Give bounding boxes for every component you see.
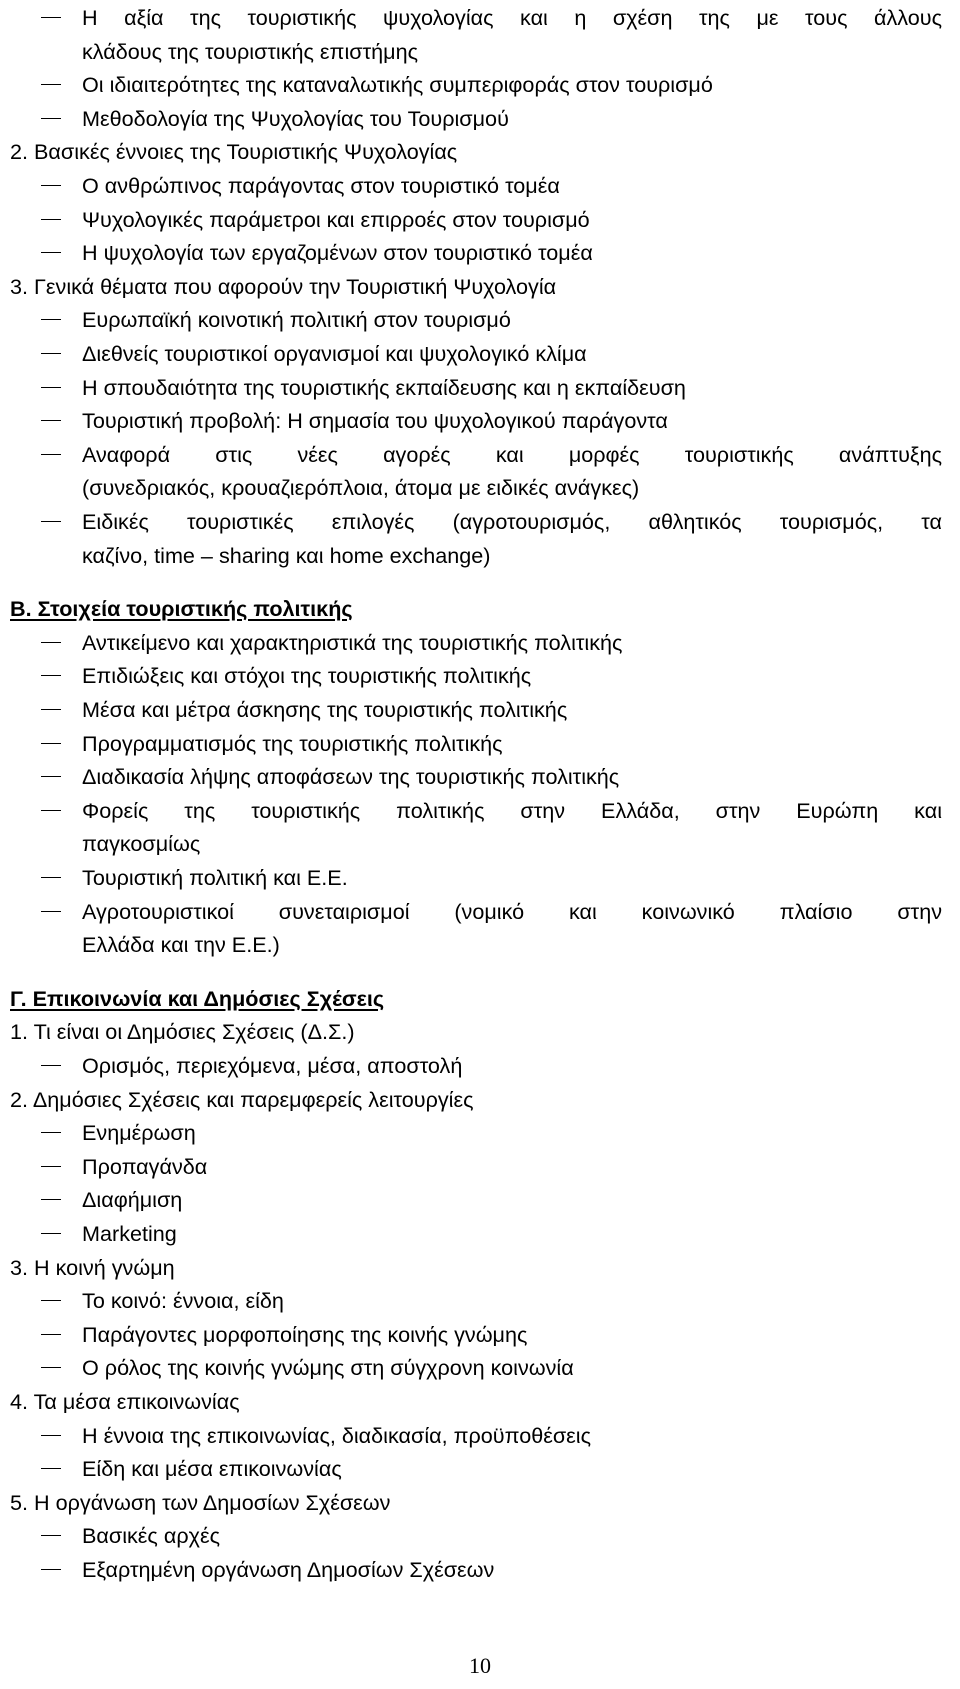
list-item-text: Διαδικασία λήψης αποφάσεων της τουριστικής πολιτικής xyxy=(82,764,620,790)
numbered-subheading xyxy=(0,1015,960,1048)
list-item-text: Φορείς της τουριστικής πολιτικής στην Ελλάδα, στην Ευρώπη και xyxy=(82,797,942,823)
numbered-subheading-text: 4. Τα μέσα επικοινωνίας xyxy=(10,1389,240,1414)
dash-bullet-icon xyxy=(41,118,61,119)
dash-bullet-icon xyxy=(41,743,61,744)
list-item xyxy=(0,1183,960,1216)
page-number: 10 xyxy=(469,1653,491,1678)
list-item xyxy=(0,169,960,202)
list-item-text: Ειδικές τουριστικές επιλογές (αγροτουρισμός, αθλητικός τουρισμός, τα xyxy=(82,509,942,534)
list-item xyxy=(0,303,960,336)
dash-bullet-icon xyxy=(41,1435,61,1436)
list-item xyxy=(0,236,960,269)
list-item-text: Τουριστική προβολή: Η σημασία του ψυχολογικού παράγοντα xyxy=(82,408,668,434)
list-item-continuation xyxy=(0,35,960,68)
list-item xyxy=(0,693,960,726)
dash-bullet-icon xyxy=(41,810,61,811)
list-item-text: Βασικές αρχές xyxy=(82,1523,220,1549)
list-item xyxy=(0,760,960,793)
list-item-text: Ελλάδα και την Ε.Ε.) xyxy=(82,932,280,958)
list-item xyxy=(0,1519,960,1552)
dash-bullet-icon xyxy=(41,1065,61,1066)
list-item-text: Οι ιδιαιτερότητες της καταναλωτικής συμπεριφοράς στον τουρισμό xyxy=(82,72,713,98)
dash-bullet-icon xyxy=(41,185,61,186)
list-item xyxy=(0,438,960,471)
dash-bullet-icon xyxy=(41,219,61,220)
numbered-subheading-text: 5. Η οργάνωση των Δημοσίων Σχέσεων xyxy=(10,1489,391,1515)
list-item-continuation xyxy=(0,928,960,961)
list-item-text: Η αξία της τουριστικής ψυχολογίας και η σχέση της με τους άλλους xyxy=(82,5,942,30)
list-item xyxy=(0,1150,960,1183)
numbered-subheading xyxy=(0,1083,960,1116)
list-item xyxy=(0,1284,960,1317)
section-heading xyxy=(0,982,960,1015)
section-heading-text: Γ. Επικοινωνία και Δημόσιες Σχέσεις xyxy=(10,985,385,1011)
list-item xyxy=(0,659,960,692)
numbered-subheading-text: 2. Βασικές έννοιες της Τουριστικής Ψυχολογίας xyxy=(10,139,458,165)
dash-bullet-icon xyxy=(41,17,61,18)
list-item-text: παγκοσμίως xyxy=(82,831,201,857)
list-item-text: Παράγοντες μορφοποίησης της κοινής γνώμης xyxy=(82,1321,528,1347)
dash-bullet-icon xyxy=(41,252,61,253)
list-item xyxy=(0,626,960,659)
list-item-text: Marketing xyxy=(82,1221,177,1246)
dash-bullet-icon xyxy=(41,420,61,421)
list-item-text: Ο ανθρώπινος παράγοντας στον τουριστικό τομέα xyxy=(82,173,560,198)
numbered-subheading xyxy=(0,270,960,303)
numbered-subheading xyxy=(0,1251,960,1284)
numbered-subheading xyxy=(0,135,960,168)
list-item-text: Τουριστική πολιτική και Ε.Ε. xyxy=(82,865,348,890)
list-item xyxy=(0,1419,960,1452)
list-item xyxy=(0,1,960,34)
list-item-text: Ψυχολογικές παράμετροι και επιρροές στον τουρισμό xyxy=(82,206,590,232)
list-item xyxy=(0,1318,960,1351)
list-item xyxy=(0,861,960,894)
list-item xyxy=(0,505,960,538)
list-item-text: Η ψυχολογία των εργαζομένων στον τουριστικό τομέα xyxy=(82,240,593,266)
list-item-text: Αντικείμενο και χαρακτηριστικά της τουριστικής πολιτικής xyxy=(82,629,623,655)
list-item xyxy=(0,895,960,928)
list-item-continuation xyxy=(0,827,960,860)
list-item-text: Μεθοδολογία της Ψυχολογίας του Τουρισμού xyxy=(82,105,509,131)
list-item xyxy=(0,337,960,370)
list-item-text: Διαφήμιση xyxy=(82,1187,183,1213)
list-item-text: Η σπουδαιότητα της τουριστικής εκπαίδευσης και η εκπαίδευση xyxy=(82,374,686,400)
numbered-subheading-text: 1. Τι είναι οι Δημόσιες Σχέσεις (Δ.Σ.) xyxy=(10,1019,355,1045)
list-item-text: Ορισμός, περιεχόμενα, μέσα, αποστολή xyxy=(82,1053,463,1078)
list-item xyxy=(0,404,960,437)
list-item-text: Ενημέρωση xyxy=(82,1120,196,1146)
dash-bullet-icon xyxy=(41,776,61,777)
list-item-text: Ευρωπαϊκή κοινοτική πολιτική στον τουρισμό xyxy=(82,307,511,333)
list-item xyxy=(0,794,960,827)
list-item-continuation xyxy=(0,539,960,572)
list-item-text: Διεθνείς τουριστικοί οργανισμοί και ψυχολογικό κλίμα xyxy=(82,341,587,366)
dash-bullet-icon xyxy=(41,1166,61,1167)
numbered-subheading-text: 3. Γενικά θέματα που αφορούν την Τουριστική Ψυχολογία xyxy=(10,273,557,299)
dash-bullet-icon xyxy=(41,877,61,878)
list-item xyxy=(0,1217,960,1250)
numbered-subheading xyxy=(0,1385,960,1418)
dash-bullet-icon xyxy=(41,1300,61,1301)
list-item-text: Προγραμματισμός της τουριστικής πολιτικής xyxy=(82,730,503,756)
dash-bullet-icon xyxy=(41,1468,61,1469)
list-item-text: Αγροτουριστικοί συνεταιρισμοί (νομικό και κοινωνικό πλαίσιο στην xyxy=(82,898,942,924)
list-item-text: Η έννοια της επικοινωνίας, διαδικασία, προϋποθέσεις xyxy=(82,1422,591,1448)
list-item xyxy=(0,1116,960,1149)
list-item xyxy=(0,1553,960,1586)
dash-bullet-icon xyxy=(41,387,61,388)
list-item xyxy=(0,203,960,236)
dash-bullet-icon xyxy=(41,1367,61,1368)
dash-bullet-icon xyxy=(41,84,61,85)
list-item-text: Μέσα και μέτρα άσκησης της τουριστικής πολιτικής xyxy=(82,697,568,722)
dash-bullet-icon xyxy=(41,675,61,676)
list-item-text: Επιδιώξεις και στόχοι της τουριστικής πολιτικής xyxy=(82,663,532,689)
dash-bullet-icon xyxy=(41,319,61,320)
list-item-text: Το κοινό: έννοια, είδη xyxy=(82,1288,284,1314)
dash-bullet-icon xyxy=(41,1334,61,1335)
dash-bullet-icon xyxy=(41,1132,61,1133)
dash-bullet-icon xyxy=(41,1535,61,1536)
list-item-text: Προπαγάνδα xyxy=(82,1153,208,1179)
dash-bullet-icon xyxy=(41,521,61,522)
numbered-subheading-text: 3. Η κοινή γνώμη xyxy=(10,1254,175,1280)
list-item-text: καζίνο, time – sharing και home exchange) xyxy=(82,542,491,568)
list-item xyxy=(0,102,960,135)
list-item-continuation xyxy=(0,471,960,504)
list-item xyxy=(0,68,960,101)
list-item-text: Είδη και μέσα επικοινωνίας xyxy=(82,1456,342,1482)
dash-bullet-icon xyxy=(41,709,61,710)
list-item-text: Ο ρόλος της κοινής γνώμης στη σύγχρονη κοινωνία xyxy=(82,1355,574,1381)
numbered-subheading xyxy=(0,1486,960,1519)
list-item xyxy=(0,1049,960,1082)
list-item-text: Εξαρτημένη οργάνωση Δημοσίων Σχέσεων xyxy=(82,1557,495,1582)
section-heading-text: Β. Στοιχεία τουριστικής πολιτικής xyxy=(10,596,353,622)
dash-bullet-icon xyxy=(41,353,61,354)
list-item-text: κλάδους της τουριστικής επιστήμης xyxy=(82,38,418,64)
list-item xyxy=(0,727,960,760)
list-item xyxy=(0,1452,960,1485)
dash-bullet-icon xyxy=(41,642,61,643)
dash-bullet-icon xyxy=(41,1569,61,1570)
list-item xyxy=(0,1351,960,1384)
dash-bullet-icon xyxy=(41,454,61,455)
list-item xyxy=(0,371,960,404)
dash-bullet-icon xyxy=(41,1199,61,1200)
dash-bullet-icon xyxy=(41,911,61,912)
dash-bullet-icon xyxy=(41,1233,61,1234)
section-heading xyxy=(0,592,960,625)
list-item-text: Αναφορά στις νέες αγορές και μορφές τουριστικής ανάπτυξης xyxy=(82,441,942,467)
list-item-text: (συνεδριακός, κρουαζιερόπλοια, άτομα με ειδικές ανάγκες) xyxy=(82,475,640,501)
numbered-subheading-text: 2. Δημόσιες Σχέσεις και παρεμφερείς λειτουργίες xyxy=(10,1086,474,1112)
